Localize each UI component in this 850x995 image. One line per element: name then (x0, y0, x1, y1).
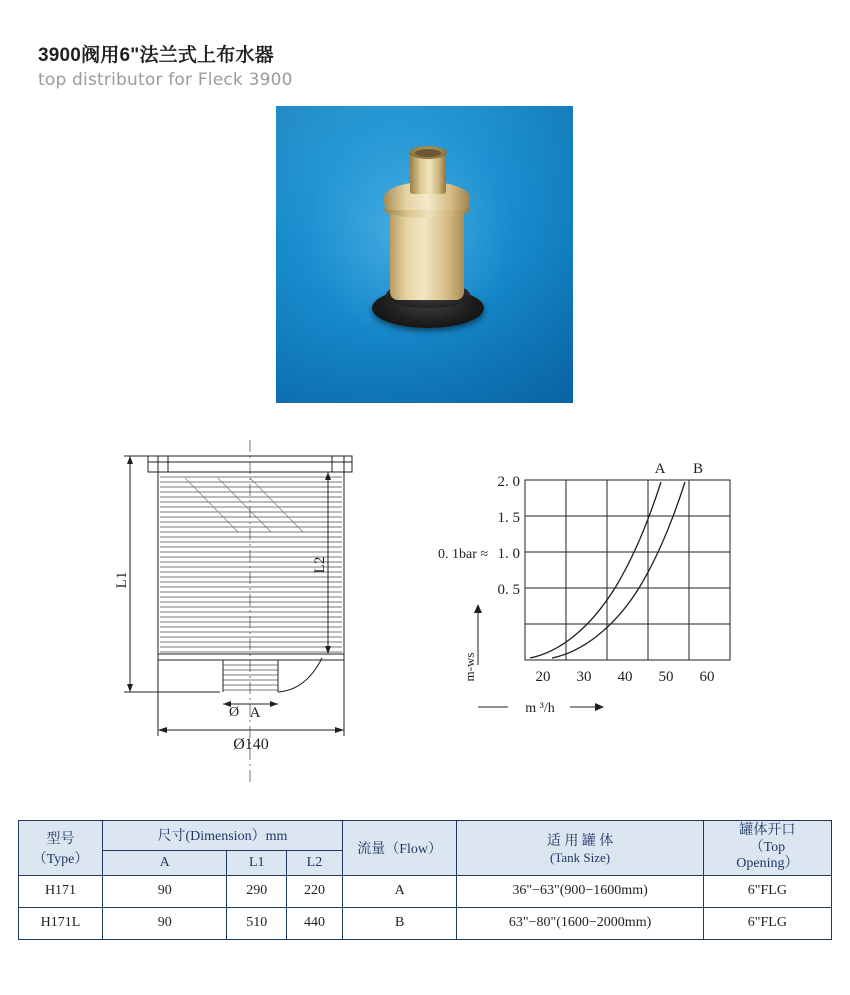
table-row (19, 907, 832, 939)
header-l1: L1 (227, 850, 287, 875)
chart-xtick-60: 60 (699, 669, 715, 685)
technical-drawing (110, 440, 400, 790)
chart-xtick-20: 20 (535, 669, 551, 685)
chart-ytick-2: 1. 0 (497, 546, 520, 562)
drawing-label-L1: L1 (114, 571, 130, 589)
cell-top-opening: 6"FLG (703, 875, 831, 907)
drawing-outlet-curve (278, 658, 322, 692)
product-neck-bore (415, 149, 441, 157)
header-l2: L2 (287, 850, 343, 875)
chart-plot-frame (525, 480, 730, 660)
drawing-outlet-threads (223, 665, 278, 690)
chart-pressure-label: 0. 1bar ≈ (438, 547, 489, 562)
spec-table-wrapper (18, 820, 832, 940)
cell-tank: 63"−80"(1600−2000mm) (457, 907, 703, 939)
header-a: A (103, 850, 227, 875)
cell-flow: A (342, 875, 457, 907)
cell-flow: B (342, 907, 457, 939)
chart-xtick-30: 30 (576, 669, 592, 685)
header-tank-line2: (Tank Size) (550, 849, 611, 865)
cell-type: H171L (19, 907, 103, 939)
table-row (19, 875, 832, 907)
chart-series-label-A: A (654, 461, 666, 477)
cell-l2: 440 (287, 907, 343, 939)
header-type-line1: 型号 (46, 831, 75, 847)
drawing-bottom-plate (158, 654, 344, 660)
header-type-line2: （Type） (32, 851, 89, 867)
chart-xtick-50: 50 (658, 669, 674, 685)
drawing-label-diameter-symbol-A: Ø (228, 705, 240, 720)
header-top-line3: Opening） (736, 856, 799, 872)
spec-table-body (19, 875, 832, 939)
drawing-label-diameter-140: Ø140 (233, 736, 269, 753)
cell-l2: 220 (287, 875, 343, 907)
drawing-label-L2: L2 (312, 556, 328, 574)
chart-xlabel: m ³/h (525, 701, 555, 716)
header-top-opening (703, 821, 831, 876)
cell-a: 90 (103, 907, 227, 939)
cell-tank: 36"−63"(900−1600mm) (457, 875, 703, 907)
cell-top-opening: 6"FLG (703, 907, 831, 939)
chart-ytick-4: 2. 0 (497, 474, 520, 490)
drawing-label-A: A (249, 705, 261, 721)
chart-ylabel: m-ws (462, 652, 477, 682)
header-top-line1: 罐体开口 (739, 823, 796, 838)
spec-table (18, 820, 832, 940)
page-title: 3900阀用6"法兰式上布水器 (38, 45, 274, 66)
chart-series-B-curve (552, 482, 685, 658)
chart-xtick-40: 40 (617, 669, 633, 685)
drawing-top-right-detail (332, 456, 344, 472)
header-row-1 (19, 821, 832, 851)
cell-type: H171 (19, 875, 103, 907)
header-top-line2: （Top (749, 839, 786, 855)
spec-table-head (19, 821, 832, 876)
header-tank-line1: 适 用 罐 体 (546, 833, 614, 849)
drawing-screen-hatch (185, 478, 303, 532)
chart-ytick-3: 1. 5 (497, 510, 520, 526)
cell-l1: 290 (227, 875, 287, 907)
page-subtitle: top distributor for Fleck 3900 (38, 70, 293, 90)
drawing-top-left-detail (158, 456, 168, 472)
cell-a: 90 (103, 875, 227, 907)
cell-l1: 510 (227, 907, 287, 939)
header-tank-size (457, 821, 703, 876)
header-dimension: 尺寸(Dimension）mm (103, 821, 343, 851)
product-photo (276, 106, 573, 403)
chart-series-A-curve (530, 482, 661, 658)
drawing-svg (110, 440, 400, 790)
flow-chart (430, 460, 790, 750)
flow-chart-svg (430, 460, 790, 750)
header-flow: 流量（Flow） (342, 821, 457, 876)
chart-ytick-1: 0. 5 (497, 582, 520, 598)
chart-series-label-B: B (692, 461, 704, 477)
header-type (19, 821, 103, 876)
